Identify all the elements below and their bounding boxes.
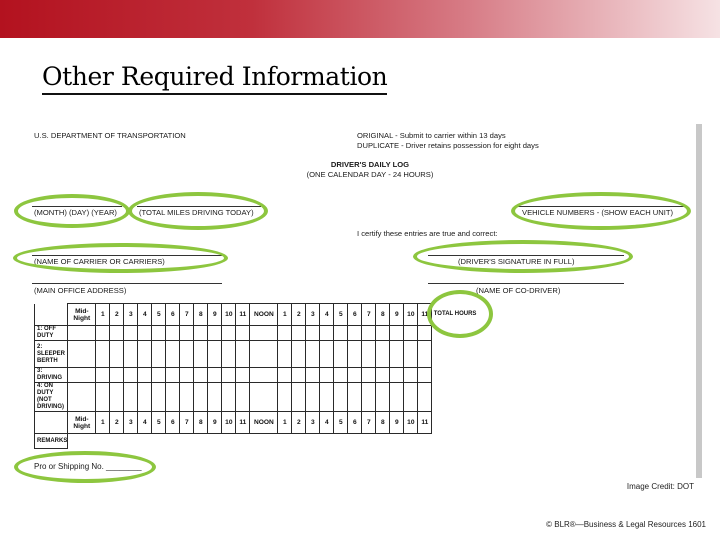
hour-label: 2 xyxy=(110,304,124,326)
grid-row-remarks xyxy=(35,434,478,449)
duplicate-note: DUPLICATE - Driver retains possession for eight days xyxy=(357,141,539,150)
grid-hour-header-top xyxy=(35,304,478,326)
hour-label: 3 xyxy=(124,304,138,326)
hour-label: 9 xyxy=(390,412,404,434)
original-note: ORIGINAL - Submit to carrier within 13 days xyxy=(357,131,506,140)
hour-label: 4 xyxy=(138,412,152,434)
date-field-label: (MONTH) (DAY) (YEAR) xyxy=(34,208,117,217)
hour-label: 6 xyxy=(166,412,180,434)
office-field-label: (MAIN OFFICE ADDRESS) xyxy=(34,286,127,295)
hour-label: 7 xyxy=(362,304,376,326)
hour-label: 10 xyxy=(404,412,418,434)
hour-label: 5 xyxy=(334,412,348,434)
certify-text: I certify these entries are true and correct: xyxy=(357,229,498,238)
hour-label: 9 xyxy=(208,304,222,326)
hour-label: 8 xyxy=(194,304,208,326)
highlight-carrier-name xyxy=(13,243,228,273)
carrier-field-label: (NAME OF CARRIER OR CARRIERS) xyxy=(34,257,165,266)
signature-field-label: (DRIVER'S SIGNATURE IN FULL) xyxy=(458,257,575,266)
codriver-field-label: (NAME OF CO-DRIVER) xyxy=(476,286,561,295)
hour-label: 1 xyxy=(278,304,292,326)
row-label-on-duty: 4: ON DUTY (NOT DRIVING) xyxy=(35,383,68,412)
hour-label: 5 xyxy=(152,304,166,326)
hour-label: 4 xyxy=(320,304,334,326)
hour-label: 11 xyxy=(236,304,250,326)
highlight-vehicle-numbers xyxy=(511,192,691,230)
noon-label: NOON xyxy=(250,412,278,434)
hour-label: 5 xyxy=(334,304,348,326)
duty-status-grid xyxy=(34,303,478,449)
total-hours-label: TOTAL HOURS xyxy=(433,311,477,317)
hour-label: 6 xyxy=(348,304,362,326)
row-label-sleeper-berth: 2: SLEEPER BERTH xyxy=(35,341,68,368)
hour-label: 9 xyxy=(390,304,404,326)
highlight-miles xyxy=(128,192,268,230)
footer-copyright: © BLR®—Business & Legal Resources 1601 xyxy=(546,520,706,529)
hour-label: 10 xyxy=(222,412,236,434)
hour-label: 4 xyxy=(320,412,334,434)
hour-label: 3 xyxy=(124,412,138,434)
hour-label: 10 xyxy=(222,304,236,326)
highlight-total-hours xyxy=(427,290,493,338)
hour-label: 7 xyxy=(180,304,194,326)
grid-corner xyxy=(35,304,68,326)
midnight-label: Mid-Night xyxy=(68,412,96,434)
header-band xyxy=(0,0,720,38)
hour-label: 1 xyxy=(96,304,110,326)
grid-row-on-duty xyxy=(35,383,478,412)
highlight-driver-signature xyxy=(413,240,633,273)
remarks-label: REMARKS xyxy=(35,434,68,449)
hour-label: 8 xyxy=(376,304,390,326)
row-label-off-duty: 1: OFF DUTY xyxy=(35,326,68,341)
hour-label: 1 xyxy=(278,412,292,434)
vehicle-field-label: VEHICLE NUMBERS - (SHOW EACH UNIT) xyxy=(522,208,674,217)
codriver-line xyxy=(428,283,624,284)
hour-label: 7 xyxy=(362,412,376,434)
hour-label: 6 xyxy=(348,412,362,434)
image-credit: Image Credit: DOT xyxy=(626,482,694,491)
hour-label: 10 xyxy=(404,304,418,326)
hour-label: 4 xyxy=(138,304,152,326)
hour-label: 8 xyxy=(376,412,390,434)
hour-label: 11 xyxy=(418,304,432,326)
log-subtitle: (ONE CALENDAR DAY - 24 HOURS) xyxy=(306,170,434,179)
log-title: DRIVER'S DAILY LOG xyxy=(330,160,410,169)
highlight-date xyxy=(14,194,130,228)
hour-label: 1 xyxy=(96,412,110,434)
agency-label: U.S. DEPARTMENT OF TRANSPORTATION xyxy=(34,131,186,140)
hour-label: 3 xyxy=(306,412,320,434)
slide-title: Other Required Information xyxy=(42,62,387,95)
hour-label: 8 xyxy=(194,412,208,434)
hour-label: 3 xyxy=(306,304,320,326)
hour-label: 9 xyxy=(208,412,222,434)
hour-label: 6 xyxy=(166,304,180,326)
miles-field-label: (TOTAL MILES DRIVING TODAY) xyxy=(139,208,254,217)
noon-label: NOON xyxy=(250,304,278,326)
highlight-shipping-number xyxy=(14,451,156,483)
hour-label: 2 xyxy=(292,412,306,434)
row-label-driving: 3: DRIVING xyxy=(35,368,68,383)
grid-row-driving xyxy=(35,368,478,383)
hour-label: 11 xyxy=(236,412,250,434)
hour-label: 7 xyxy=(180,412,194,434)
grid-row-sleeper-berth xyxy=(35,341,478,368)
grid-row-off-duty xyxy=(35,326,478,341)
hour-label: 2 xyxy=(110,412,124,434)
hour-label: 11 xyxy=(418,412,432,434)
shipping-field-label: Pro or Shipping No. ________ xyxy=(34,462,142,471)
midnight-label: Mid-Night xyxy=(68,304,96,326)
hour-label: 2 xyxy=(292,304,306,326)
office-line xyxy=(32,283,222,284)
hour-label: 5 xyxy=(152,412,166,434)
grid-hour-header-bottom xyxy=(35,412,478,434)
